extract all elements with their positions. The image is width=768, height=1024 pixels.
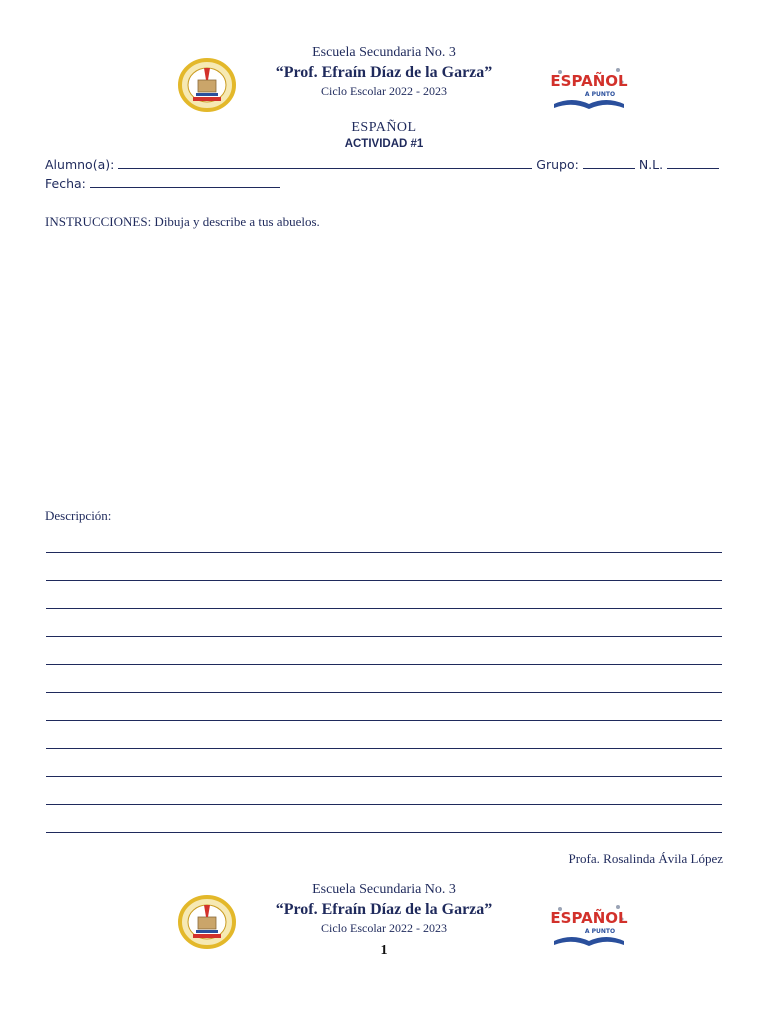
- espanol-a-punto-logo: [548, 60, 630, 112]
- student-name-field[interactable]: [118, 157, 532, 169]
- instructions: INSTRUCCIONES: Dibuja y describe a tus abuelos.: [45, 214, 320, 229]
- nl-field[interactable]: [667, 157, 719, 169]
- activity-title: ACTIVIDAD #1: [344, 138, 424, 150]
- description-line[interactable]: [46, 608, 722, 609]
- date-row: [45, 176, 280, 191]
- school-name: “Prof. Efraín Díaz de la Garza”: [275, 64, 493, 81]
- date-label: Fecha:: [45, 176, 86, 191]
- footer-school-cycle: Ciclo Escolar 2022 - 2023: [321, 921, 447, 935]
- school-seal-icon: [178, 58, 236, 112]
- description-line[interactable]: [46, 748, 722, 749]
- footer-school-line: Escuela Secundaria No. 3: [312, 882, 456, 897]
- espanol-a-punto-logo: [548, 897, 630, 949]
- student-label: Alumno(a):: [45, 157, 115, 172]
- svg-text:A PUNTO: A PUNTO: [584, 928, 616, 935]
- date-field[interactable]: [90, 176, 280, 188]
- description-line[interactable]: [46, 720, 722, 721]
- drawing-area[interactable]: [45, 240, 721, 490]
- group-label: Grupo:: [536, 157, 579, 172]
- description-line[interactable]: [46, 552, 722, 553]
- nl-label: N.L.: [638, 157, 664, 172]
- svg-text:ESPAÑOL: ESPAÑOL: [550, 909, 628, 927]
- description-line[interactable]: [46, 664, 722, 665]
- description-line[interactable]: [46, 832, 722, 833]
- footer-school-name: “Prof. Efraín Díaz de la Garza”: [275, 901, 493, 918]
- description-line[interactable]: [46, 580, 722, 581]
- description-line[interactable]: [46, 636, 722, 637]
- description-line[interactable]: [46, 804, 722, 805]
- school-seal-icon: [178, 895, 236, 949]
- teacher-signature: Profa. Rosalinda Ávila López: [568, 851, 723, 866]
- description-line[interactable]: [46, 776, 722, 777]
- group-field[interactable]: [583, 157, 635, 169]
- svg-text:A PUNTO: A PUNTO: [584, 91, 616, 98]
- description-line[interactable]: [46, 692, 722, 693]
- subject-title: ESPAÑOL: [351, 120, 417, 135]
- school-cycle: Ciclo Escolar 2022 - 2023: [321, 84, 447, 98]
- page-number: 1: [380, 943, 388, 958]
- school-line: Escuela Secundaria No. 3: [312, 45, 456, 60]
- description-label: Descripción:: [45, 508, 112, 523]
- student-row: [45, 157, 719, 172]
- svg-text:ESPAÑOL: ESPAÑOL: [550, 72, 628, 90]
